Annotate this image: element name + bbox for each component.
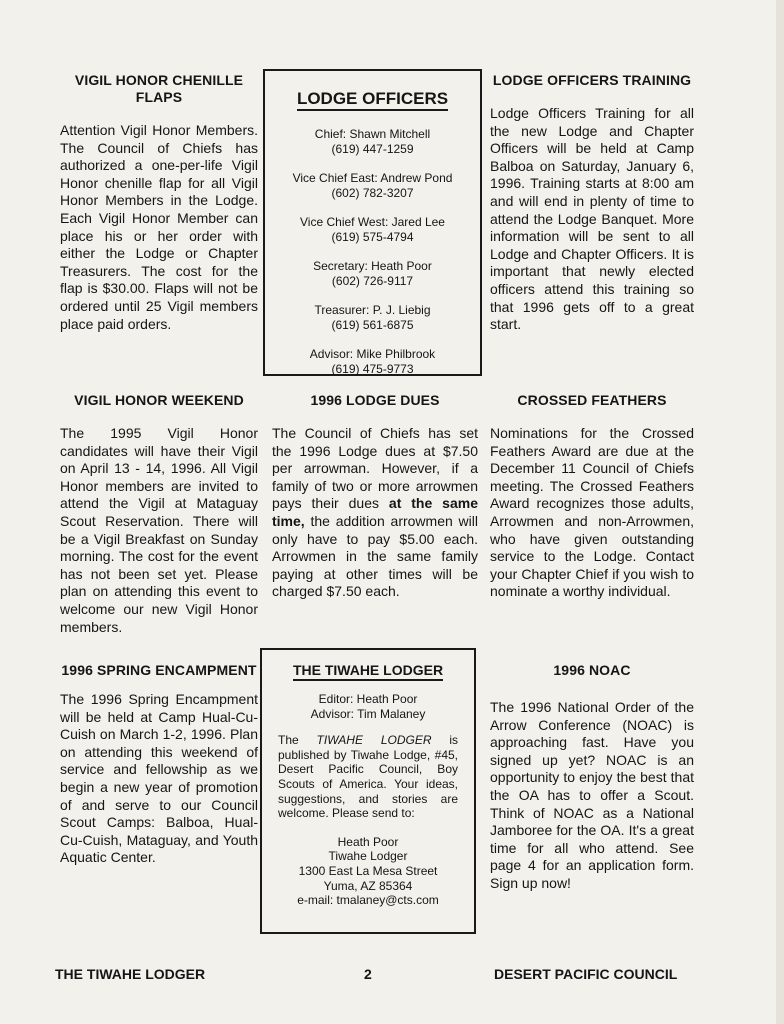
box-title: THE TIWAHE LODGER bbox=[293, 662, 443, 681]
vigil-flaps-article bbox=[60, 72, 258, 333]
article-body: The 1995 Vigil Honor candidates will have their Vigil on April 13 - 14, 1996. All Vigil Honor members are invited to attend the Vigil at Mataguay Scout Reservation. There will be a Vigil Breakfast on Sunday morning. The cost for the event has not been set yet. Please plan on attending this event to welcome our new Vigil Honor members. bbox=[60, 425, 258, 635]
email-address: e-mail: tmalaney@cts.com bbox=[297, 893, 439, 908]
officer-phone: (602) 726-9117 bbox=[331, 274, 414, 288]
officer-entry bbox=[265, 303, 480, 333]
officer-entry bbox=[265, 215, 480, 245]
article-body: Lodge Officers Training for all the new Lodge and Chapter Officers will be held at Camp Balboa on Saturday, January 6, 1996. Training starts at 8:00 am and will end in plenty of time to attend the Lodge Banquet. More information will be sent to all Lodge and Chapter Officers. It is important that newly elected officers attend this training so that 1996 gets off to a great start. bbox=[490, 105, 694, 333]
lodge-dues-article bbox=[272, 392, 478, 601]
footer-council: DESERT PACIFIC COUNCIL bbox=[494, 966, 678, 982]
officers-list bbox=[265, 127, 480, 377]
article-title: 1996 SPRING ENCAMPMENT bbox=[61, 662, 257, 678]
article-title: VIGIL HONOR WEEKEND bbox=[74, 392, 244, 408]
officer-entry bbox=[265, 127, 480, 157]
editor-line: Editor: Heath Poor bbox=[318, 692, 418, 706]
article-title: 1996 NOAC bbox=[553, 662, 631, 678]
spring-encampment-article bbox=[60, 662, 258, 867]
crossed-feathers-article bbox=[490, 392, 694, 601]
officer-entry bbox=[265, 347, 480, 377]
article-title: CROSSED FEATHERS bbox=[517, 392, 667, 408]
officer-phone: (619) 561-6875 bbox=[331, 318, 414, 332]
officer-role: Vice Chief West: Jared Lee bbox=[300, 215, 445, 229]
article-body: The Council of Chiefs has set the 1996 Lodge dues at $7.50 per arrowman. However, if a family of two or more arrowmen pays their dues at the same time, the addition arrowmen will only have to pay $5.00 each. Arrowmen in the same family paying at other times will be charged $7.50 each. bbox=[272, 425, 478, 600]
officer-role: Secretary: Heath Poor bbox=[313, 259, 432, 273]
officer-role: Vice Chief East: Andrew Pond bbox=[292, 171, 453, 185]
officer-phone: (602) 782-3207 bbox=[331, 186, 414, 200]
officer-role: Treasurer: P. J. Liebig bbox=[314, 303, 431, 317]
officers-training-article bbox=[490, 72, 694, 334]
footer-publication: THE TIWAHE LODGER bbox=[55, 966, 206, 982]
article-title: LODGE OFFICERS TRAINING bbox=[492, 72, 692, 88]
emphasis-text: at the same time, bbox=[272, 495, 478, 529]
officer-phone: (619) 475-9773 bbox=[331, 362, 414, 376]
noac-article bbox=[490, 662, 694, 893]
article-body: The 1996 National Order of the Arrow Conference (NOAC) is approaching fast. Have you signed up yet? NOAC is an opportunity to enjoy the best that the OA has to offer a Scout. Think of NOAC as a National Jamboree for the OA. It's a great time for all who attend. See page 4 for an application form. Sign up now! bbox=[490, 699, 694, 891]
officer-role: Advisor: Mike Philbrook bbox=[309, 347, 436, 361]
page-edge bbox=[776, 0, 784, 1024]
lodge-officers-box bbox=[263, 69, 482, 376]
officer-phone: (619) 447-1259 bbox=[331, 142, 414, 156]
officer-entry bbox=[265, 259, 480, 289]
article-title: 1996 LODGE DUES bbox=[310, 392, 440, 408]
officer-role: Chief: Shawn Mitchell bbox=[314, 127, 431, 141]
article-body: The 1996 Spring Encampment will be held at Camp Hual-Cu-Cuish on March 1-2, 1996. Plan on attending this weekend of service and fellowship as we begin a new year of promotion of and serve to our Council Scout Camps: Balboa, Hual-Cu-Cuish, Mataguay, and Youth Aquatic Center. bbox=[60, 691, 258, 866]
about-text: The TIWAHE LODGER is published by Tiwahe Lodge, #45, Desert Pacific Council, Boy Scouts of America. Your ideas, suggestions, and stories are welcome. Please send to: bbox=[278, 733, 459, 821]
officer-phone: (619) 575-4794 bbox=[331, 230, 414, 244]
advisor-line: Advisor: Tim Malaney bbox=[310, 706, 426, 721]
box-title: LODGE OFFICERS bbox=[297, 89, 448, 111]
mailing-address: Heath Poor Tiwahe Lodger 1300 East La Mesa Street Yuma, AZ 85364 e-mail: tmalaney@cts.com bbox=[262, 835, 474, 908]
article-body: Attention Vigil Honor Members. The Council of Chiefs has authorized a one-per-life Vigil Honor chenille flap for all Vigil Honor Members in the Lodge. Each Vigil Honor Member can place his or her order with either the Lodge or Chapter Treasurers. The cost for the flap is $30.00. Flaps will not be ordered until 25 Vigil members place paid orders. bbox=[60, 122, 258, 332]
vigil-weekend-article bbox=[60, 392, 258, 636]
article-title: VIGIL HONOR CHENILLE FLAPS bbox=[74, 72, 244, 105]
page-number: 2 bbox=[364, 966, 372, 982]
officer-entry bbox=[265, 171, 480, 201]
tiwahe-lodger-box bbox=[260, 648, 476, 934]
article-body: Nominations for the Crossed Feathers Award are due at the December 11 Council of Chiefs meeting. The Crossed Feathers Award recognizes those adults, Arrowmen and non-Arrowmen, who have given outstanding service to the Lodge. Contact your Chapter Chief if you wish to nominate a worthy individual. bbox=[490, 425, 694, 600]
